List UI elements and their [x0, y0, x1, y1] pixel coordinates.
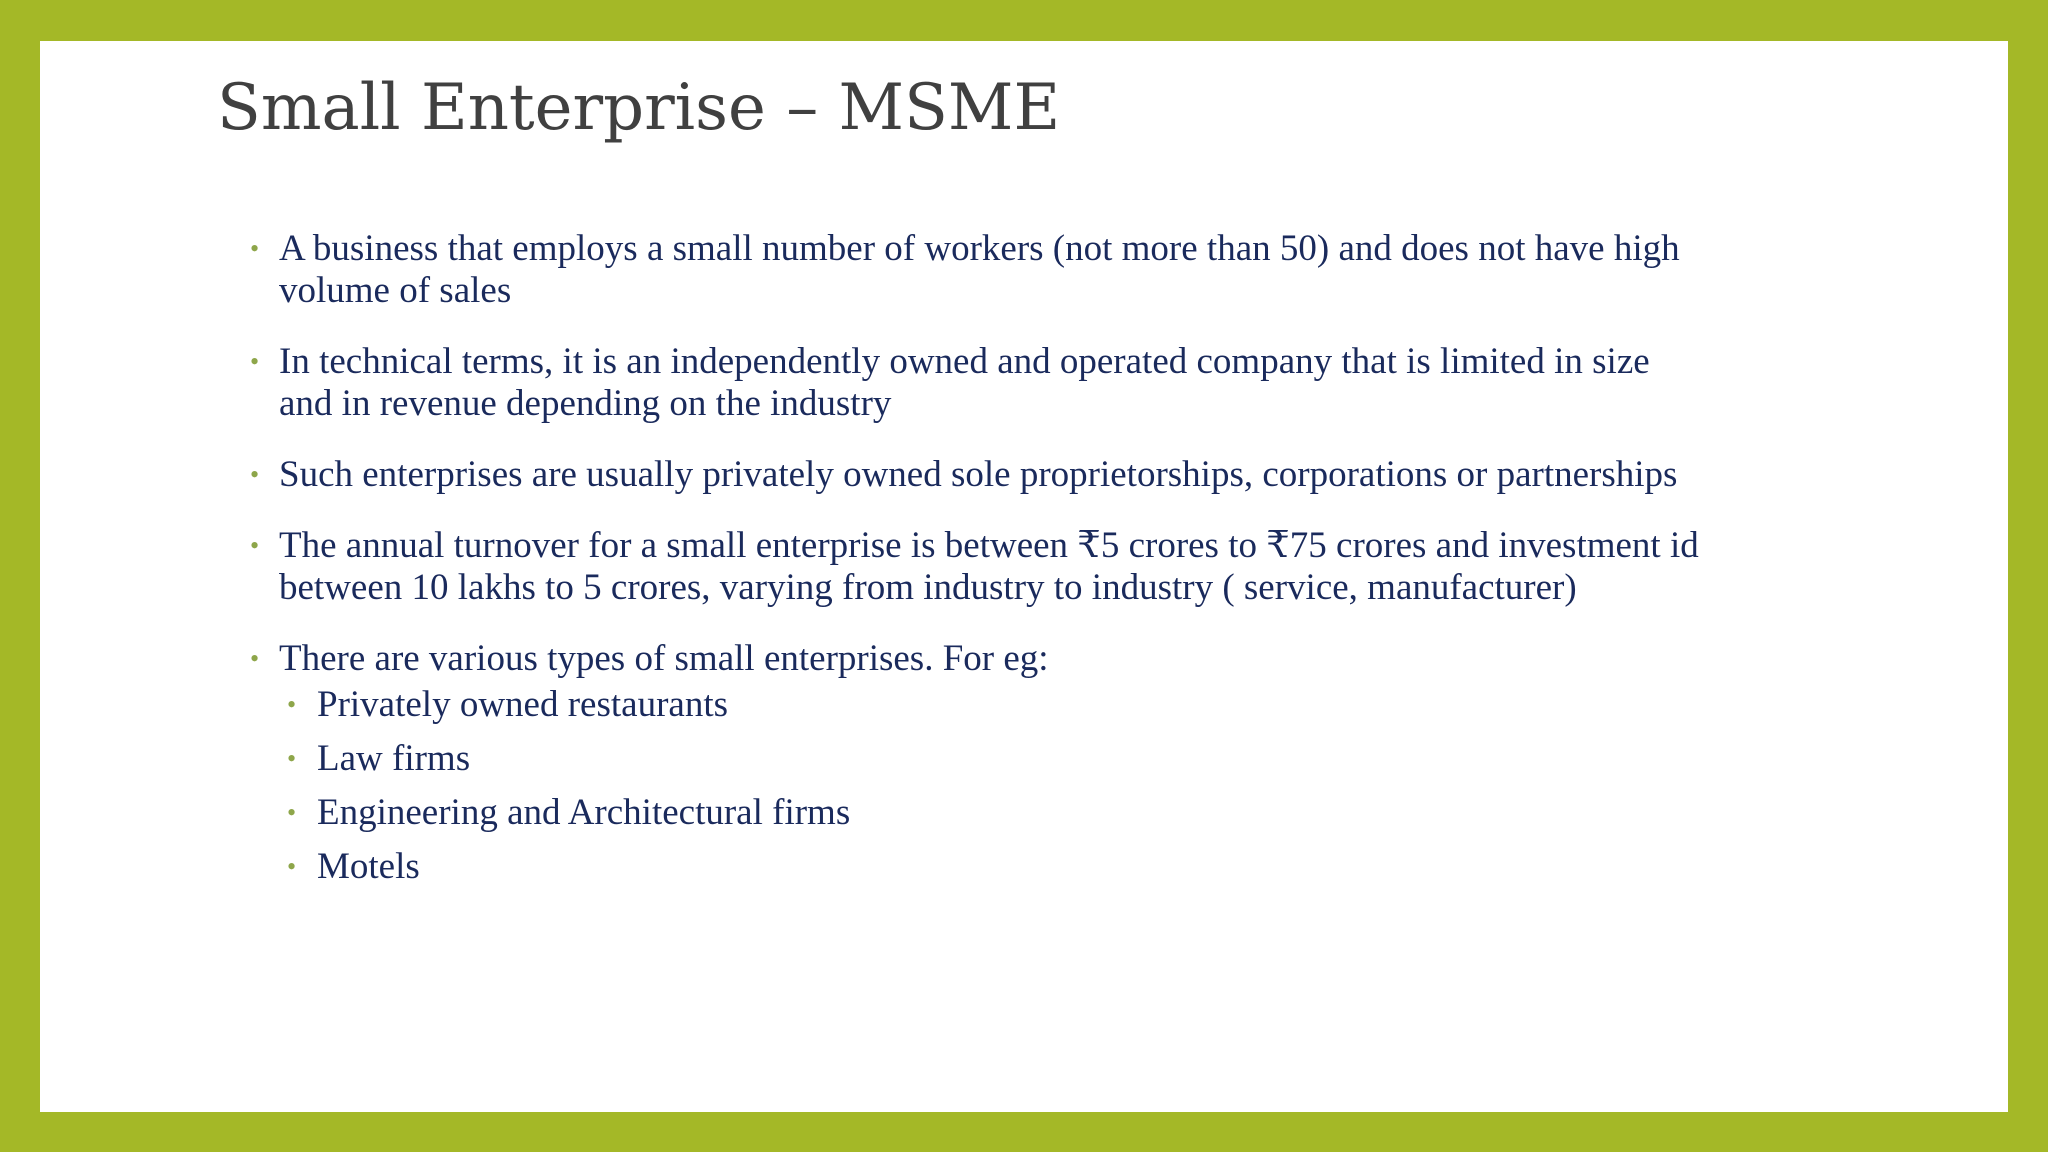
slide-canvas — [40, 41, 2008, 1112]
bullet-point-icon: • — [250, 347, 260, 376]
bullet-point-icon: • — [250, 644, 260, 673]
sub-bullet-text: Law firms — [317, 738, 471, 779]
sub-bullet-item — [279, 792, 1708, 834]
bullet-text: The annual turnover for a small enterprise is between ₹5 crores to ₹75 crores and investment id between 10 lakhs to 5 crores, varying from industry to industry ( service, manufacturer) — [279, 525, 1699, 608]
sub-bullet-item — [279, 684, 1708, 726]
bullet-text: Such enterprises are usually privately owned sole proprietorships, corporations or partnerships — [279, 454, 1678, 495]
bullet-point-icon: • — [287, 744, 297, 773]
bullet-item — [238, 454, 1708, 496]
bullet-item — [238, 228, 1708, 312]
bullet-item — [238, 341, 1708, 425]
bullet-text: In technical terms, it is an independently owned and operated company that is limited in size and in revenue depending on the industry — [279, 341, 1650, 424]
sub-bullet-text: Engineering and Architectural firms — [317, 792, 851, 833]
bullet-text: There are various types of small enterprises. For eg: — [279, 638, 1049, 679]
bullet-point-icon: • — [287, 852, 297, 881]
bullet-point-icon: • — [287, 690, 297, 719]
bullet-point-icon: • — [250, 531, 260, 560]
sub-bullet-text: Motels — [317, 846, 420, 887]
bullet-text: A business that employs a small number of workers (not more than 50) and does not have high volume of sales — [279, 228, 1680, 311]
slide-title: Small Enterprise – MSME — [217, 71, 1061, 145]
sub-bullet-text: Privately owned restaurants — [317, 684, 728, 725]
bullet-list — [238, 228, 1708, 917]
bullet-item — [238, 638, 1708, 888]
bullet-point-icon: • — [250, 460, 260, 489]
bullet-point-icon: • — [250, 234, 260, 263]
bullet-item — [238, 525, 1708, 609]
sub-bullet-list — [279, 684, 1708, 888]
sub-bullet-item — [279, 846, 1708, 888]
bullet-point-icon: • — [287, 798, 297, 827]
sub-bullet-item — [279, 738, 1708, 780]
